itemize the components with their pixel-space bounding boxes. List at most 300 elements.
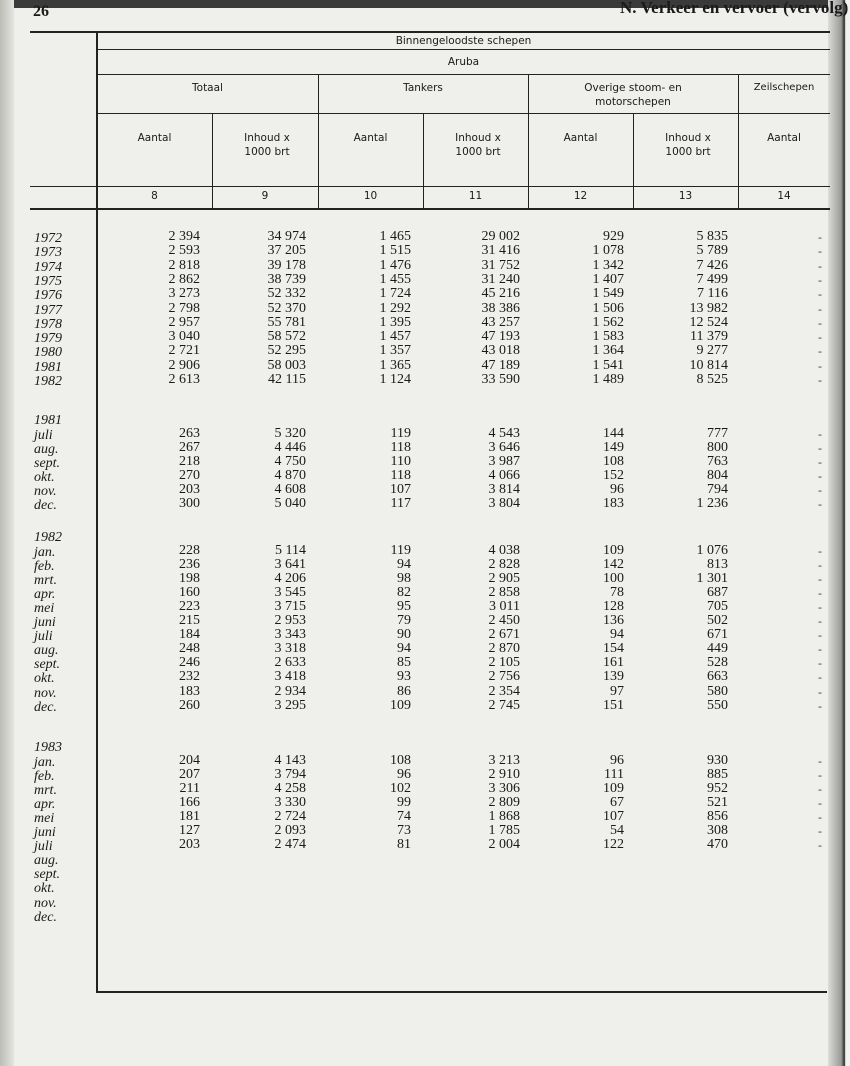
table-cell: 3 213 <box>488 752 520 768</box>
table-cell: 930 <box>707 752 728 768</box>
table-cell: 119 <box>390 425 411 441</box>
page-binding-edge <box>0 0 14 1066</box>
table-bottom-rule <box>97 991 827 993</box>
table-cell: 267 <box>179 439 200 455</box>
table-cell: 43 018 <box>481 343 520 359</box>
table-cell: - <box>818 628 822 643</box>
table-cell: 1 365 <box>379 357 411 373</box>
row-label: nov. <box>34 483 57 499</box>
table-top-rule <box>30 31 830 33</box>
table-cell: 2 613 <box>168 372 200 387</box>
table-cell: 118 <box>390 439 411 455</box>
table-cell: 47 193 <box>481 329 520 345</box>
table-cell: 1 455 <box>379 271 411 287</box>
table-cell: 215 <box>179 613 200 628</box>
column-subheader: Inhoud x 1000 brt <box>665 132 711 158</box>
table-cell: 93 <box>397 669 411 685</box>
table-cell: 1 489 <box>592 372 624 387</box>
table-cell: 2 756 <box>488 669 520 685</box>
table-cell: 4 143 <box>274 752 306 768</box>
table-cell: 687 <box>707 584 728 600</box>
table-cell: - <box>818 809 822 824</box>
table-cell: 3 987 <box>488 453 520 469</box>
table-cell: - <box>818 557 822 572</box>
table-cell: 109 <box>603 780 624 796</box>
table-cell: 521 <box>707 794 728 810</box>
table-cell: 8 525 <box>696 372 728 387</box>
table-cell: - <box>818 824 822 838</box>
row-label: sept. <box>34 455 61 471</box>
table-cell: 470 <box>707 837 728 853</box>
table-cell: 102 <box>390 780 411 796</box>
table-cell: 300 <box>179 496 200 511</box>
table-cell: 154 <box>603 641 624 657</box>
table-cell: 211 <box>179 780 200 796</box>
table-cell: 13 982 <box>689 300 728 316</box>
row-label: 1979 <box>34 331 62 347</box>
table-cell: 2 957 <box>168 314 200 330</box>
table-cell: 4 543 <box>488 425 520 441</box>
table-cell: - <box>818 543 822 558</box>
column-subheader: Aantal <box>137 132 172 144</box>
section-heading: 1981 <box>34 413 62 428</box>
table-cell: 43 257 <box>481 314 520 330</box>
table-cell: 12 524 <box>689 314 728 330</box>
table-cell: 96 <box>610 752 624 768</box>
table-cell: 1 515 <box>379 243 411 259</box>
group-header: Tankers <box>403 82 443 94</box>
table-cell: 117 <box>390 496 411 511</box>
table-cell: 4 206 <box>274 570 306 586</box>
row-label: jan. <box>34 544 56 560</box>
table-cell: - <box>818 244 822 259</box>
table-cell: 81 <box>397 837 411 853</box>
row-label: nov. <box>34 895 57 911</box>
table-subtitle: Aruba <box>447 56 480 68</box>
row-label: 1975 <box>34 273 62 289</box>
table-cell: 108 <box>390 752 411 768</box>
row-label: okt. <box>34 671 55 687</box>
table-cell: 94 <box>610 627 624 643</box>
table-cell: 39 178 <box>267 257 306 273</box>
table-cell: 100 <box>603 570 624 586</box>
table-cell: 705 <box>707 598 728 614</box>
table-cell: 3 418 <box>274 669 306 685</box>
row-label: 1972 <box>34 231 62 246</box>
table-cell: 58 572 <box>267 329 306 345</box>
table-cell: 79 <box>397 613 411 628</box>
row-label: feb. <box>34 768 55 784</box>
table-cell: 86 <box>397 683 411 699</box>
table-cell: 1 868 <box>488 808 520 824</box>
table-cell: 1 457 <box>379 329 411 345</box>
table-cell: - <box>818 315 822 330</box>
table-cell: 263 <box>179 425 200 441</box>
stub-rule <box>96 31 98 993</box>
row-label: 1980 <box>34 345 62 361</box>
row-label: 1976 <box>34 288 62 304</box>
table-cell: 94 <box>397 641 411 657</box>
table-cell: 31 240 <box>481 271 520 287</box>
table-cell: 218 <box>179 453 200 469</box>
table-cell: - <box>818 642 822 657</box>
running-head: N. Verkeer en vervoer (vervolg) <box>620 0 849 17</box>
table-cell: 74 <box>397 808 411 824</box>
row-label: dec. <box>34 498 57 513</box>
table-cell: 804 <box>707 467 728 483</box>
table-cell: 128 <box>603 598 624 614</box>
table-cell: 260 <box>179 697 200 713</box>
table-cell: 800 <box>707 439 728 455</box>
table-cell: 3 804 <box>488 496 520 511</box>
table-cell: 29 002 <box>481 229 520 244</box>
table-cell: 580 <box>707 683 728 699</box>
table-cell: 98 <box>397 570 411 586</box>
rule <box>97 74 830 75</box>
table-cell: 4 870 <box>274 467 306 483</box>
column-subheader: Inhoud x 1000 brt <box>455 132 501 158</box>
table-cell: 118 <box>390 467 411 483</box>
table-cell: 4 446 <box>274 439 306 455</box>
column-subheader: Aantal <box>353 132 388 144</box>
table-cell: 1 292 <box>379 300 411 316</box>
table-cell: 663 <box>707 669 728 685</box>
table-cell: 136 <box>603 613 624 628</box>
table-cell: 144 <box>603 425 624 441</box>
row-label: juni <box>34 825 56 840</box>
table-cell: 3 641 <box>274 556 306 572</box>
group-header: Totaal <box>192 82 223 94</box>
table-cell: 34 974 <box>267 229 306 244</box>
column-number: 12 <box>573 190 588 202</box>
table-cell: 97 <box>610 683 624 699</box>
table-cell: - <box>818 599 822 614</box>
table-cell: 139 <box>603 669 624 685</box>
table-cell: 181 <box>179 808 200 824</box>
row-label: dec. <box>34 909 57 925</box>
table-cell: - <box>818 656 822 671</box>
table-cell: 2 394 <box>168 229 200 244</box>
table-cell: 10 814 <box>689 357 728 373</box>
row-label: mei <box>34 600 55 616</box>
table-cell: 2 004 <box>488 837 520 853</box>
table-cell: 1 078 <box>592 243 624 259</box>
table-cell: 4 608 <box>274 481 306 497</box>
table-cell: 2 953 <box>274 613 306 628</box>
table-cell: - <box>818 426 822 441</box>
table-cell: 3 011 <box>489 598 520 614</box>
table-cell: 1 583 <box>592 329 624 345</box>
page-right-edge <box>828 0 850 1066</box>
table-cell: 671 <box>707 627 728 643</box>
table-cell: - <box>818 454 822 469</box>
row-label: juni <box>34 615 56 630</box>
table-cell: 99 <box>397 794 411 810</box>
table-cell: 4 750 <box>274 453 306 469</box>
table-cell: - <box>818 258 822 273</box>
table-cell: - <box>818 440 822 455</box>
table-cell: 308 <box>707 823 728 838</box>
table-cell: 952 <box>707 780 728 796</box>
table-cell: 885 <box>707 766 728 782</box>
table-cell: 38 386 <box>481 300 520 316</box>
table-cell: - <box>818 344 822 359</box>
table-cell: 107 <box>603 808 624 824</box>
table-cell: 4 258 <box>274 780 306 796</box>
table-cell: 1 724 <box>379 286 411 302</box>
table-cell: 236 <box>179 556 200 572</box>
table-cell: 246 <box>179 655 200 671</box>
table-cell: - <box>818 287 822 302</box>
table-cell: - <box>818 753 822 768</box>
table-cell: 166 <box>179 794 200 810</box>
table-cell: 2 818 <box>168 257 200 273</box>
table-cell: 207 <box>179 766 200 782</box>
column-number: 11 <box>468 190 483 202</box>
table-cell: 109 <box>390 697 411 713</box>
table-cell: 2 905 <box>488 570 520 586</box>
table-cell: 203 <box>179 837 200 853</box>
row-label: okt. <box>34 881 55 897</box>
table-cell: 38 739 <box>267 271 306 287</box>
table-cell: 2 093 <box>274 823 306 838</box>
table-cell: - <box>818 230 822 244</box>
table-cell: - <box>818 585 822 600</box>
table-cell: 183 <box>603 496 624 511</box>
row-label: 1981 <box>34 359 62 375</box>
table-cell: 3 318 <box>274 641 306 657</box>
table-cell: 2 858 <box>488 584 520 600</box>
table-cell: 2 809 <box>488 794 520 810</box>
row-label: aug. <box>34 643 59 659</box>
table-cell: 5 320 <box>274 425 306 441</box>
table-cell: - <box>818 781 822 796</box>
row-label: aug. <box>34 441 59 457</box>
column-subheader: Aantal <box>767 132 801 144</box>
table-cell: 1 541 <box>592 357 624 373</box>
table-cell: 2 798 <box>168 300 200 316</box>
column-number: 9 <box>261 190 269 202</box>
table-cell: 2 828 <box>488 556 520 572</box>
table-cell: 2 474 <box>274 837 306 853</box>
rule <box>30 186 830 187</box>
column-number: 14 <box>777 190 791 202</box>
row-label: mei <box>34 810 55 826</box>
table-cell: 78 <box>610 584 624 600</box>
table-cell: 550 <box>707 697 728 713</box>
table-cell: 502 <box>707 613 728 628</box>
row-label: mrt. <box>34 782 57 798</box>
table-cell: 3 330 <box>274 794 306 810</box>
table-cell: 1 476 <box>379 257 411 273</box>
table-cell: - <box>818 698 822 713</box>
table-cell: 2 870 <box>488 641 520 657</box>
table-cell: 856 <box>707 808 728 824</box>
table-cell: 2 934 <box>274 683 306 699</box>
column-number: 10 <box>363 190 378 202</box>
row-label: 1978 <box>34 316 62 332</box>
table-cell: 7 116 <box>697 286 728 302</box>
table-cell: 127 <box>179 823 200 838</box>
table-cell: 1 407 <box>592 271 624 287</box>
rule <box>97 49 830 50</box>
row-label: juli <box>34 427 53 443</box>
table-cell: 1 395 <box>379 314 411 330</box>
table-cell: - <box>818 767 822 782</box>
table-cell: 85 <box>397 655 411 671</box>
table-cell: 449 <box>707 641 728 657</box>
table-cell: 96 <box>397 766 411 782</box>
page-number: 26 <box>33 3 49 20</box>
row-label: 1974 <box>34 259 62 275</box>
table-cell: 151 <box>603 697 624 713</box>
row-label: jan. <box>34 754 56 770</box>
table-cell: 58 003 <box>267 357 306 373</box>
table-cell: 7 499 <box>696 271 728 287</box>
table-cell: 73 <box>397 823 411 838</box>
column-number: 8 <box>151 190 158 202</box>
row-label: mrt. <box>34 572 57 588</box>
table-cell: 1 465 <box>379 229 411 244</box>
table-cell: 198 <box>179 570 200 586</box>
table-cell: 1 785 <box>488 823 520 838</box>
table-cell: 109 <box>603 542 624 558</box>
table-cell: 4 066 <box>488 467 520 483</box>
table-cell: 152 <box>603 467 624 483</box>
table-cell: - <box>818 497 822 511</box>
table-cell: 5 835 <box>696 229 728 244</box>
table-cell: 270 <box>179 467 200 483</box>
table-cell: - <box>818 795 822 810</box>
row-label: nov. <box>34 685 57 701</box>
table-cell: 5 114 <box>275 542 306 558</box>
table-cell: 1 562 <box>592 314 624 330</box>
table-cell: 96 <box>610 481 624 497</box>
table-cell: 31 752 <box>481 257 520 273</box>
group-header: Zeilschepen <box>753 82 815 93</box>
row-label: 1982 <box>34 374 62 389</box>
table-cell: 228 <box>179 542 200 558</box>
table-cell: - <box>818 482 822 497</box>
table-cell: 184 <box>179 627 200 643</box>
column-subheader: Aantal <box>563 132 598 144</box>
table-cell: 149 <box>603 439 624 455</box>
table-cell: 52 332 <box>267 286 306 302</box>
table-cell: 110 <box>390 453 411 469</box>
table-cell: 2 633 <box>274 655 306 671</box>
table-cell: 203 <box>179 481 200 497</box>
table-cell: 37 205 <box>267 243 306 259</box>
table-cell: - <box>818 468 822 483</box>
table-cell: 223 <box>179 598 200 614</box>
table-cell: 1 506 <box>592 300 624 316</box>
table-cell: 142 <box>603 556 624 572</box>
table-cell: 42 115 <box>268 372 306 387</box>
row-label: sept. <box>34 657 61 673</box>
table-cell: 2 910 <box>488 766 520 782</box>
table-cell: - <box>818 301 822 316</box>
table-cell: 3 295 <box>274 697 306 713</box>
table-cell: 1 301 <box>696 570 728 586</box>
table-cell: 763 <box>707 453 728 469</box>
table-cell: 1 549 <box>592 286 624 302</box>
table-cell: 3 646 <box>488 439 520 455</box>
table-cell: 2 354 <box>488 683 520 699</box>
table-cell: 2 671 <box>488 627 520 643</box>
table-cell: 3 545 <box>274 584 306 600</box>
table-cell: 3 040 <box>168 329 200 345</box>
table-cell: 111 <box>604 766 624 782</box>
table-cell: 45 216 <box>481 286 520 302</box>
table-cell: - <box>818 330 822 345</box>
table-cell: 161 <box>603 655 624 671</box>
table-cell: 929 <box>603 229 624 244</box>
table-cell: 3 814 <box>488 481 520 497</box>
table-cell: 2 906 <box>168 357 200 373</box>
table-cell: 183 <box>179 683 200 699</box>
table-cell: 1 342 <box>592 257 624 273</box>
column-subheader: Inhoud x 1000 brt <box>244 132 290 158</box>
table-cell: - <box>818 614 822 628</box>
table-cell: - <box>818 684 822 699</box>
table-cell: 1 236 <box>696 496 728 511</box>
table-cell: 107 <box>390 481 411 497</box>
group-header: Overige stoom- en motorschepen <box>584 82 682 108</box>
row-label: aug. <box>34 853 59 869</box>
table-cell: 67 <box>610 794 624 810</box>
row-label: 1977 <box>34 302 62 318</box>
table-cell: 82 <box>397 584 411 600</box>
table-cell: 2 105 <box>488 655 520 671</box>
table-cell: 122 <box>603 837 624 853</box>
row-label: juli <box>34 839 53 855</box>
table-title: Binnengeloodste schepen <box>395 35 532 47</box>
section-heading: 1982 <box>34 530 62 545</box>
table-cell: 11 379 <box>690 329 728 345</box>
table-cell: 90 <box>397 627 411 643</box>
table-cell: - <box>818 670 822 685</box>
column-number: 13 <box>678 190 693 202</box>
row-label: dec. <box>34 699 57 715</box>
table-cell: 1 364 <box>592 343 624 359</box>
table-cell: 1 076 <box>696 542 728 558</box>
table-cell: 2 724 <box>274 808 306 824</box>
table-cell: 5 040 <box>274 496 306 511</box>
table-cell: - <box>818 358 822 373</box>
table-cell: 33 590 <box>481 372 520 387</box>
row-label: apr. <box>34 586 56 602</box>
table-cell: 3 343 <box>274 627 306 643</box>
table-cell: 3 306 <box>488 780 520 796</box>
row-label: feb. <box>34 558 55 574</box>
table-cell: 794 <box>707 481 728 497</box>
table-cell: - <box>818 838 822 853</box>
table-cell: 4 038 <box>488 542 520 558</box>
table-cell: 52 295 <box>267 343 306 359</box>
table-cell: 232 <box>179 669 200 685</box>
table-cell: - <box>818 571 822 586</box>
row-label: sept. <box>34 867 61 883</box>
table-cell: 9 277 <box>696 343 728 359</box>
table-cell: 813 <box>707 556 728 572</box>
table-cell: 52 370 <box>267 300 306 316</box>
table-cell: 3 794 <box>274 766 306 782</box>
table-cell: 95 <box>397 598 411 614</box>
table-cell: 119 <box>390 542 411 558</box>
table-cell: 160 <box>179 584 200 600</box>
table-cell: 2 450 <box>488 613 520 628</box>
row-label: 1973 <box>34 245 62 261</box>
